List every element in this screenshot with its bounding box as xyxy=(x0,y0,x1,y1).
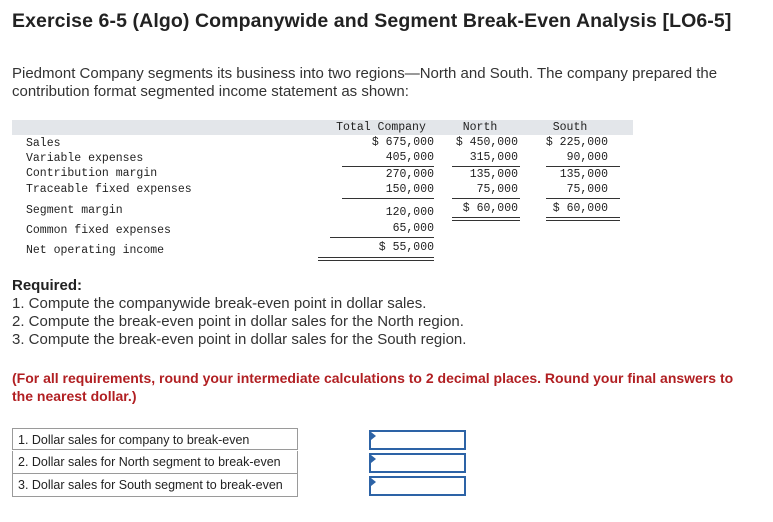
row-label-traceable-fixed: Traceable fixed expenses xyxy=(26,183,192,196)
answer-label-company: 1. Dollar sales for company to break-even xyxy=(12,428,298,450)
double-rule-south xyxy=(546,217,620,221)
rule-north-after-variable xyxy=(452,166,520,167)
input-marker-icon xyxy=(371,455,376,463)
row-label-contribution-margin: Contribution margin xyxy=(26,167,158,180)
required-item: 2. Compute the break-even point in dollar sales for the North region. xyxy=(12,313,464,330)
cell-total-segment-margin: 120,000 xyxy=(385,206,434,219)
rounding-note: (For all requirements, round your intermediate calculations to 2 decimal places. Round your final answers to the nearest dollar.) xyxy=(12,370,734,404)
intro-paragraph: Piedmont Company segments its business into two regions—North and South. The company prepared the contribution format segmented income statement as shown: xyxy=(12,65,718,100)
required-item: 1. Compute the companywide break-even point in dollar sales. xyxy=(12,295,427,312)
cell-total-sales: $ 675,000 xyxy=(371,136,434,149)
double-rule-total xyxy=(318,257,434,261)
cell-north-sales: $ 450,000 xyxy=(455,136,518,149)
cell-north-contribution-margin: 135,000 xyxy=(469,168,518,181)
cell-total-traceable-fixed: 150,000 xyxy=(385,183,434,196)
cell-total-variable-expenses: 405,000 xyxy=(385,151,434,164)
double-rule-north xyxy=(452,217,520,221)
row-label-common-fixed: Common fixed expenses xyxy=(26,224,171,237)
required-item: 3. Compute the break-even point in dollar sales for the South region. xyxy=(12,331,467,348)
answer-input-north[interactable] xyxy=(369,453,466,473)
cell-south-traceable-fixed: 75,000 xyxy=(566,183,608,196)
cell-north-variable-expenses: 315,000 xyxy=(469,151,518,164)
cell-north-segment-margin: $ 60,000 xyxy=(462,202,518,215)
rule-total-after-variable xyxy=(342,166,434,167)
answer-label-south: 3. Dollar sales for South segment to break-even xyxy=(12,474,298,497)
row-label-sales: Sales xyxy=(26,137,61,150)
cell-south-segment-margin: $ 60,000 xyxy=(552,202,608,215)
cell-south-sales: $ 225,000 xyxy=(545,136,608,149)
answer-label-north: 2. Dollar sales for North segment to break-even xyxy=(12,451,298,474)
exercise-title: Exercise 6-5 (Algo) Companywide and Segment Break-Even Analysis [LO6-5] xyxy=(12,10,732,32)
input-marker-icon xyxy=(371,478,376,486)
rule-south-after-traceable xyxy=(546,198,620,199)
required-section xyxy=(12,277,466,349)
header-north: North xyxy=(462,121,498,134)
answer-input-company[interactable] xyxy=(369,430,466,450)
cell-total-contribution-margin: 270,000 xyxy=(385,168,434,181)
input-marker-icon xyxy=(371,432,376,440)
row-label-segment-margin: Segment margin xyxy=(26,204,123,217)
rule-total-after-traceable xyxy=(342,198,434,199)
cell-north-traceable-fixed: 75,000 xyxy=(476,183,518,196)
rule-south-after-variable xyxy=(546,166,620,167)
income-statement xyxy=(12,118,633,267)
row-label-variable-expenses: Variable expenses xyxy=(26,152,144,165)
header-total-company: Total Company xyxy=(336,121,426,134)
cell-total-common-fixed: 65,000 xyxy=(392,222,434,235)
header-south: South xyxy=(552,121,588,134)
cell-total-net-operating-income: $ 55,000 xyxy=(378,241,434,254)
rule-north-after-traceable xyxy=(452,198,520,199)
cell-south-variable-expenses: 90,000 xyxy=(566,151,608,164)
row-label-net-operating-income: Net operating income xyxy=(26,244,165,257)
answer-input-south[interactable] xyxy=(369,476,466,496)
required-heading: Required: xyxy=(12,277,83,294)
cell-south-contribution-margin: 135,000 xyxy=(559,168,608,181)
rule-total-after-common xyxy=(330,237,434,238)
